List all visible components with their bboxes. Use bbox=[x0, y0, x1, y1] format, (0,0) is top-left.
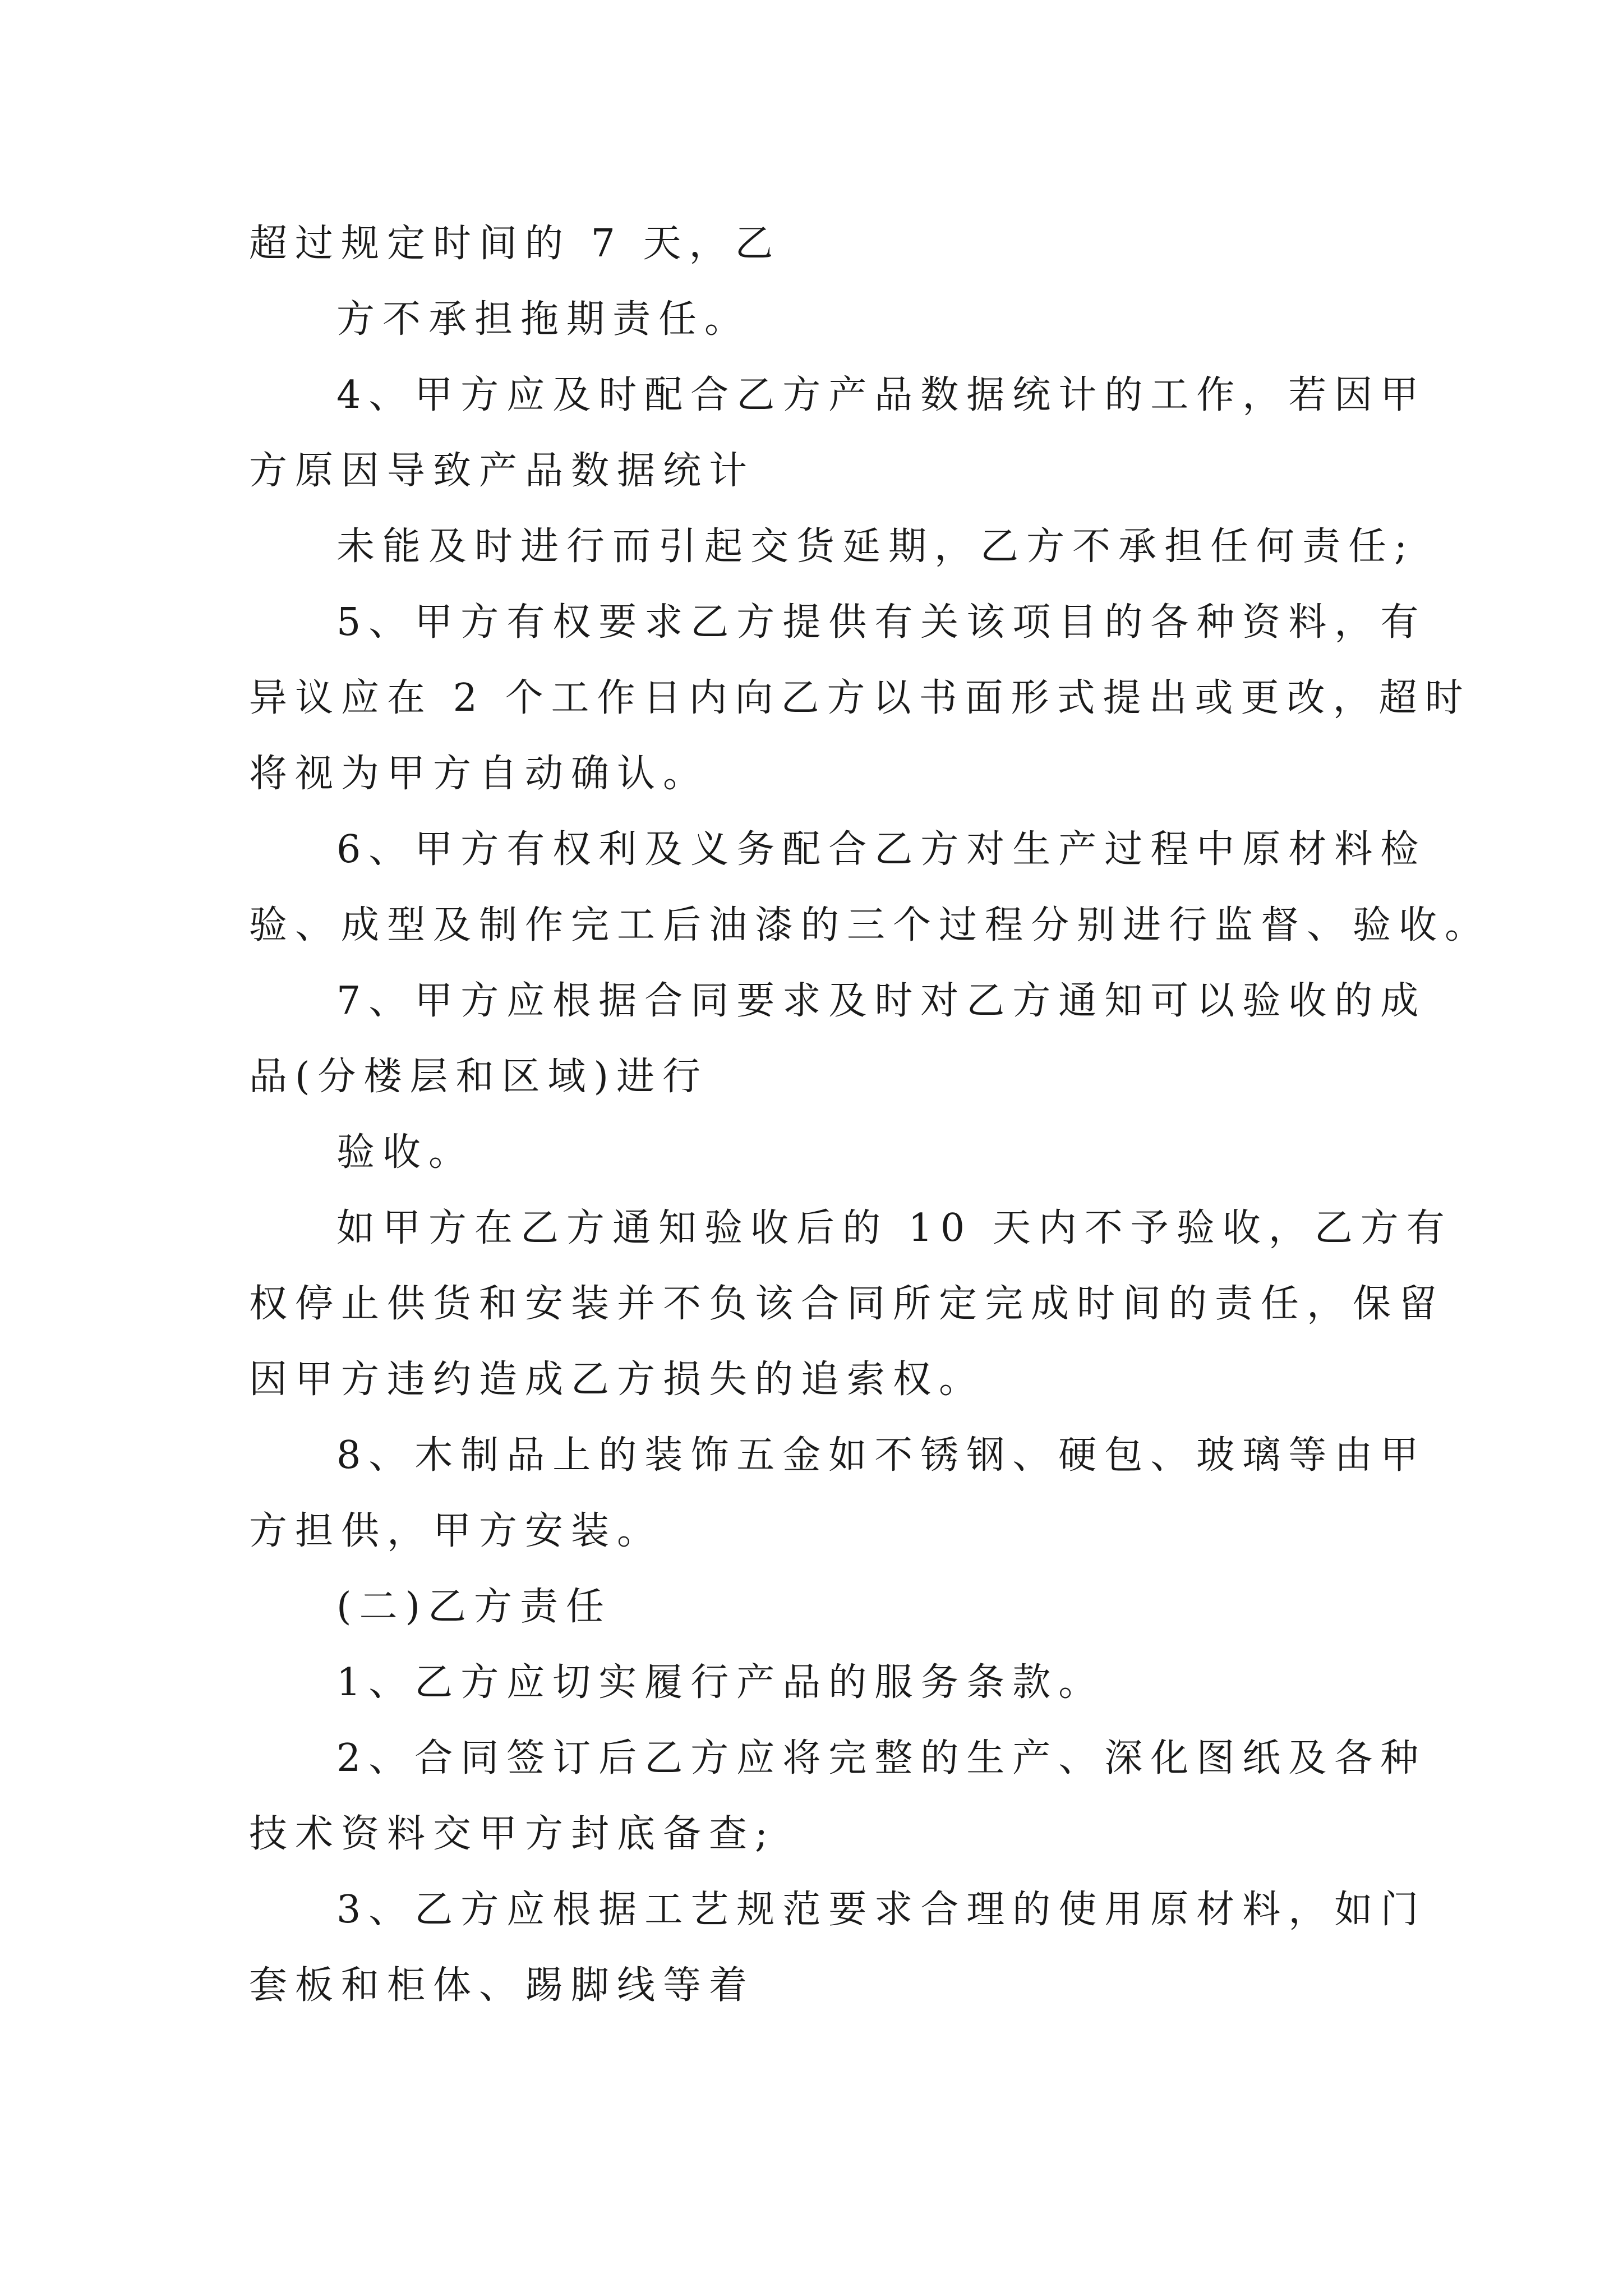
text-line: 方不承担拖期责任。 bbox=[336, 297, 751, 342]
text-line: 因甲方违约造成乙方损失的追索权。 bbox=[249, 1358, 985, 1402]
text-line: 4、甲方应及时配合乙方产品数据统计的工作，若因甲 bbox=[336, 373, 1427, 417]
text-line: 8、木制品上的装饰五金如不锈钢、硬包、玻璃等由甲 bbox=[336, 1433, 1427, 1478]
text-line: 异议应在 2 个工作日内向乙方以书面形式提出或更改，超时 bbox=[249, 676, 1471, 720]
text-line: 7、甲方应根据合同要求及时对乙方通知可以验收的成 bbox=[336, 979, 1427, 1023]
text-line: 超过规定时间的 7 天，乙 bbox=[249, 222, 781, 266]
text-line: 未能及时进行而引起交货延期，乙方不承担任何责任; bbox=[336, 524, 1415, 569]
text-line: 3、乙方应根据工艺规范要求合理的使用原材料，如门 bbox=[336, 1888, 1427, 1932]
text-line: 方担供，甲方安装。 bbox=[249, 1509, 663, 1553]
text-line: 验、成型及制作完工后油漆的三个过程分别进行监督、验收。 bbox=[249, 903, 1491, 947]
text-line: 2、合同签订后乙方应将完整的生产、深化图纸及各种 bbox=[336, 1736, 1427, 1780]
text-line: 如甲方在乙方通知验收后的 10 天内不予验收，乙方有 bbox=[336, 1206, 1453, 1250]
text-line: 技术资料交甲方封底备查; bbox=[249, 1812, 776, 1856]
text-line: 套板和柜体、踢脚线等着 bbox=[249, 1963, 755, 2008]
text-line: 方原因导致产品数据统计 bbox=[249, 449, 755, 493]
section-heading: (二)乙方责任 bbox=[336, 1585, 612, 1629]
text-line: 验收。 bbox=[336, 1130, 475, 1175]
text-line: 6、甲方有权利及义务配合乙方对生产过程中原材料检 bbox=[336, 827, 1427, 872]
text-line: 品(分楼层和区域)进行 bbox=[249, 1055, 709, 1099]
text-line: 1、乙方应切实履行产品的服务条款。 bbox=[336, 1660, 1105, 1705]
text-line: 5、甲方有权要求乙方提供有关该项目的各种资料，有 bbox=[336, 600, 1427, 645]
text-line: 权停止供货和安装并不负该合同所定完成时间的责任，保留 bbox=[249, 1282, 1445, 1326]
text-line: 将视为甲方自动确认。 bbox=[249, 752, 709, 796]
